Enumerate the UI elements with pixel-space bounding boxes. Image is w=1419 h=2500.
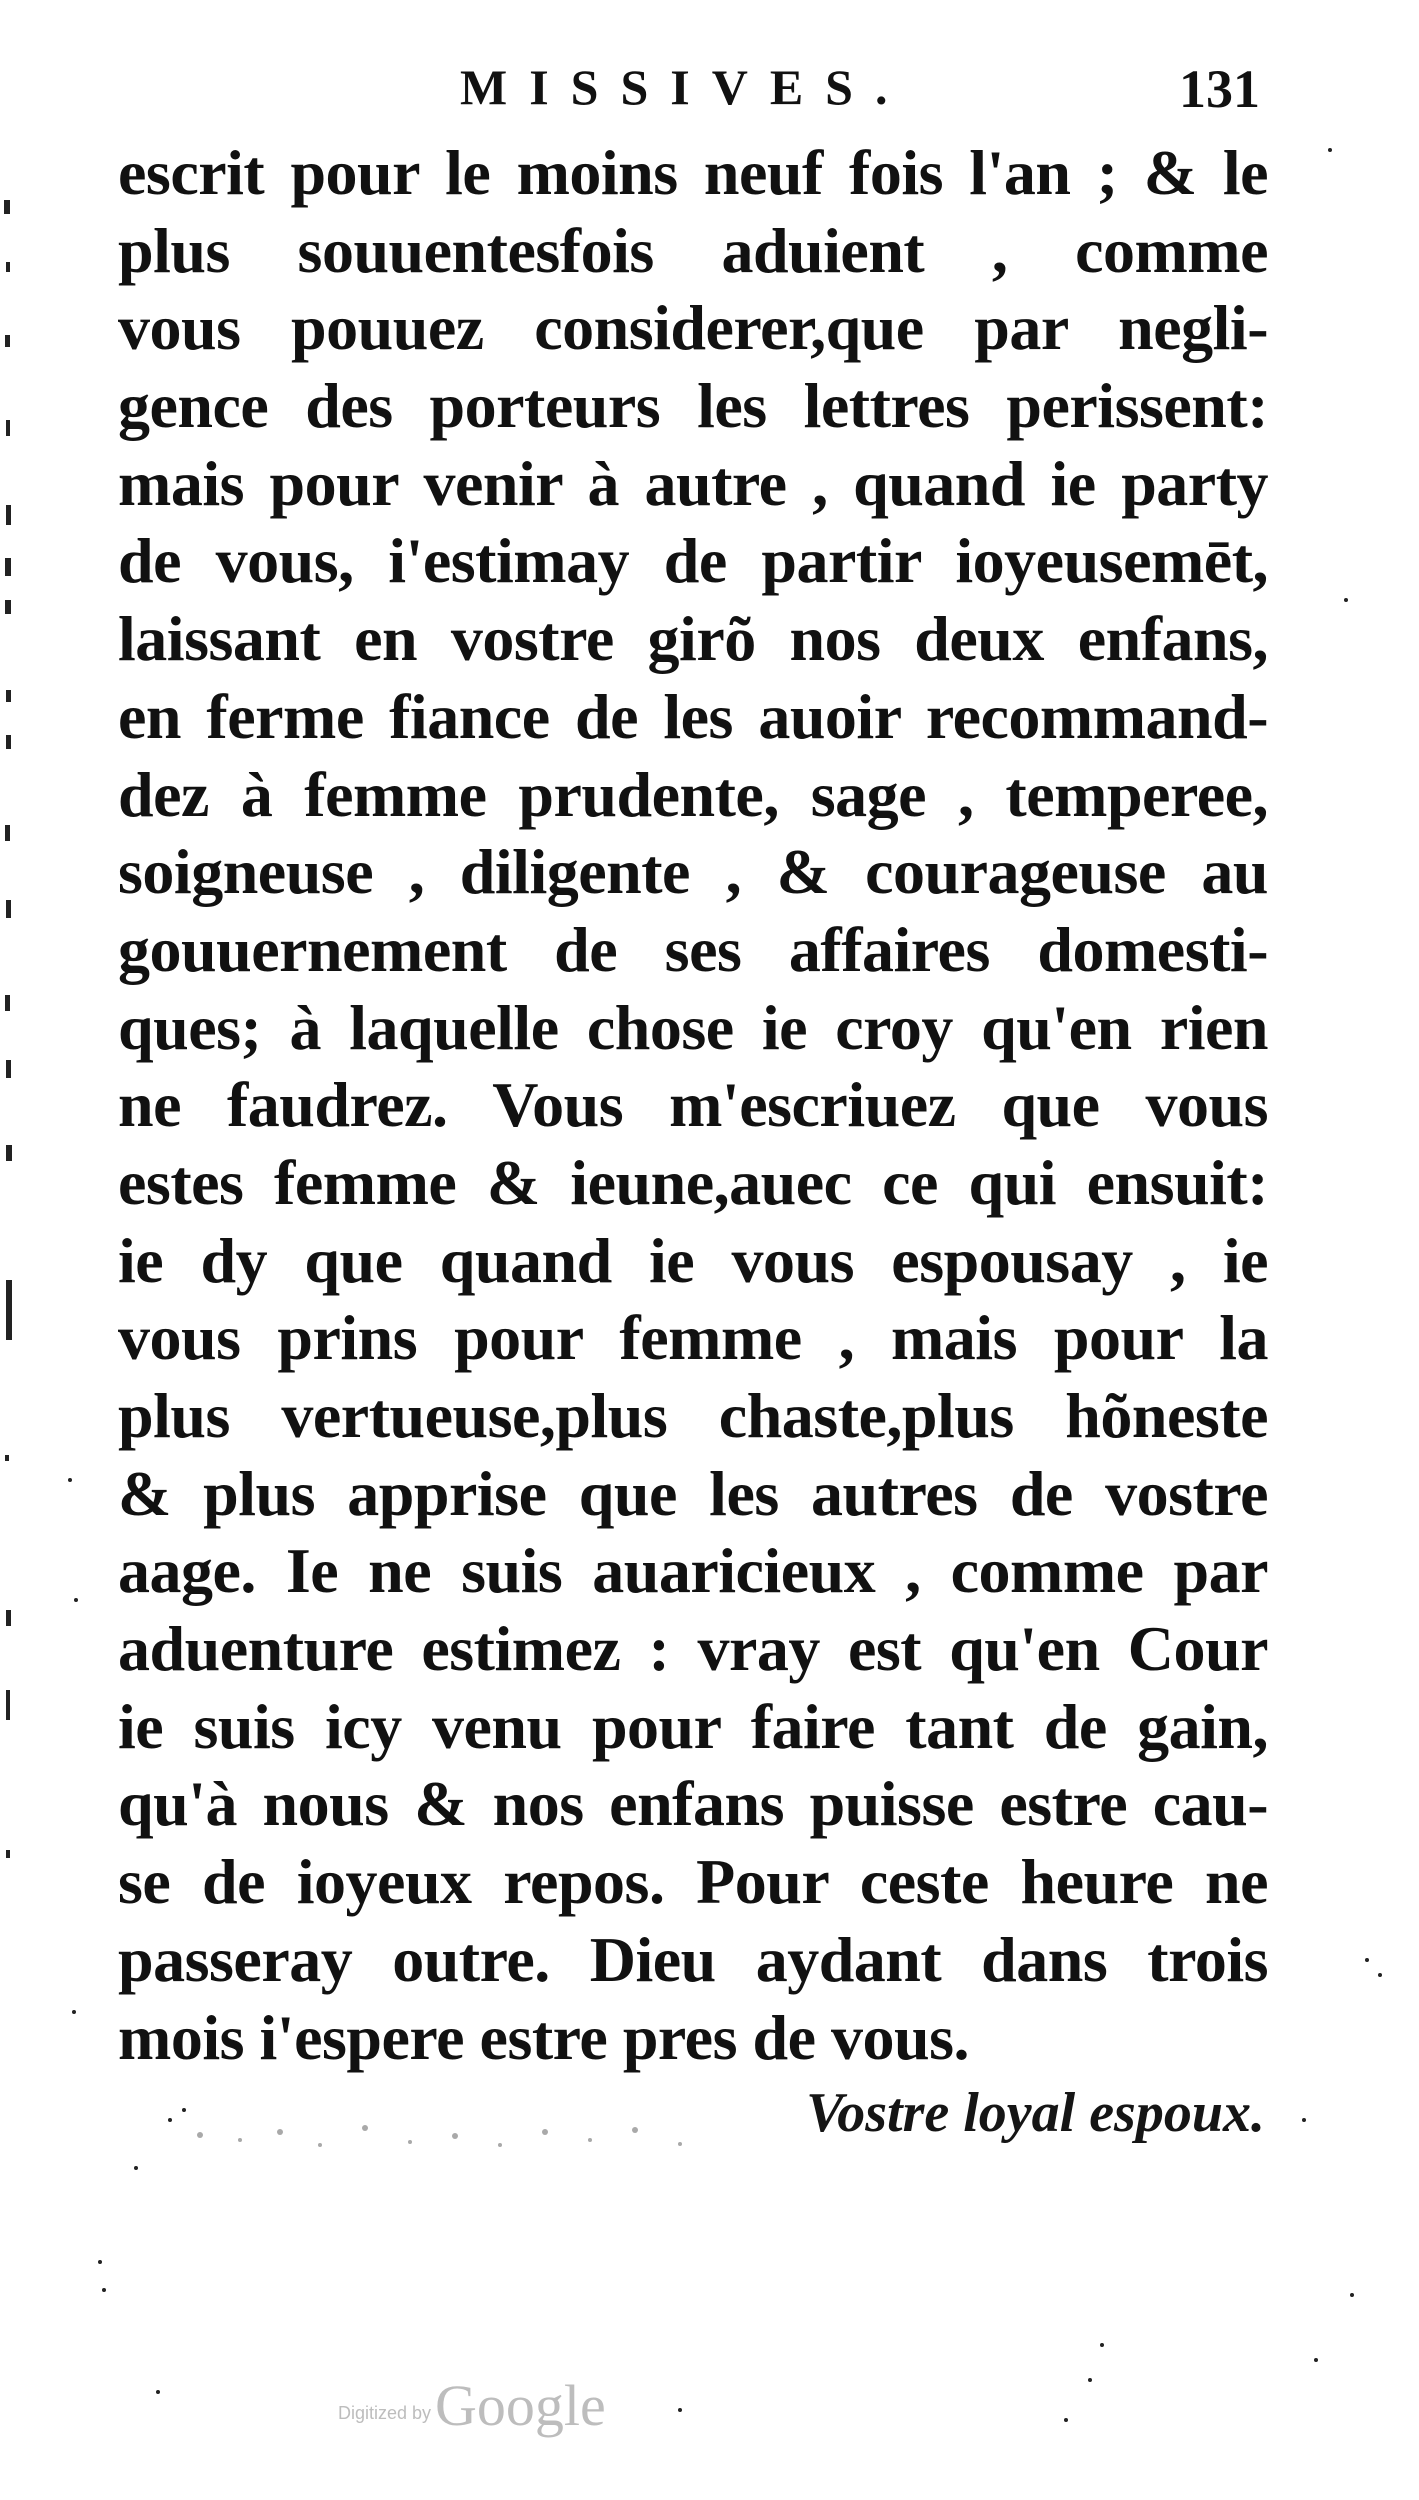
text-line: plus vertueuse,plus chaste,plus hõneste (118, 1380, 1268, 1451)
text-line: ne faudrez. Vous m'escriuez que vous (118, 1069, 1268, 1141)
text-line: qu'à nous & nos enfans puisse estre cau- (118, 1768, 1268, 1840)
text-line: vous pouuez considerer,que par negli- (118, 292, 1268, 364)
text-line: ie dy que quand ie vous espousay , ie (118, 1224, 1268, 1296)
text-line: mais pour venir à autre , quand ie party (118, 447, 1268, 519)
text-line: vous prins pour femme , mais pour la (118, 1302, 1268, 1374)
text-line: plus souuentesfois aduient , comme (118, 214, 1268, 286)
running-title: MISSIVES. (460, 59, 910, 115)
page-number: 131 (1179, 59, 1260, 119)
signature: Vostre loyal espoux. (806, 2082, 1265, 2144)
text-line: ie suis icy venu pour faire tant de gain, (118, 1690, 1268, 1762)
text-line: aage. Ie ne suis auaricieux , comme par (118, 1535, 1268, 1607)
watermark-prefix: Digitized by (338, 2403, 432, 2423)
text-line: se de ioyeux repos. Pour ceste heure ne (118, 1846, 1268, 1918)
text-line: passeray outre. Dieu aydant dans trois (118, 1923, 1268, 1995)
text-line: estes femme & ieune,auec ce qui ensuit: (118, 1146, 1268, 1218)
digitization-watermark (338, 2372, 606, 2442)
text-line: de vous, i'estimay de partir ioyeusemēt, (118, 525, 1268, 597)
text-line: laissant en vostre girõ nos deux enfans, (118, 603, 1268, 675)
text-line: aduenture estimez : vray est qu'en Cour (118, 1613, 1268, 1685)
text-line: ques; à laquelle chose ie croy qu'en rien (118, 991, 1268, 1063)
text-line: soigneuse , diligente , & courageuse au (118, 836, 1268, 908)
text-line: en ferme fiance de les auoir recommand- (118, 680, 1268, 752)
running-head (120, 58, 1260, 138)
text-line: escrit pour le moins neuf fois l'an ; & le (118, 137, 1268, 208)
google-logo: Google (435, 2373, 606, 2438)
text-line: mois i'espere estre pres de vous. (118, 2001, 969, 2073)
text-line: gence des porteurs les lettres perissent: (118, 370, 1268, 442)
text-line: dez à femme prudente, sage , temperee, (118, 758, 1268, 830)
text-line: gouuernement de ses affaires domesti- (118, 913, 1268, 985)
letter-body (118, 134, 1268, 2076)
text-line: & plus apprise que les autres de vostre (118, 1457, 1268, 1529)
